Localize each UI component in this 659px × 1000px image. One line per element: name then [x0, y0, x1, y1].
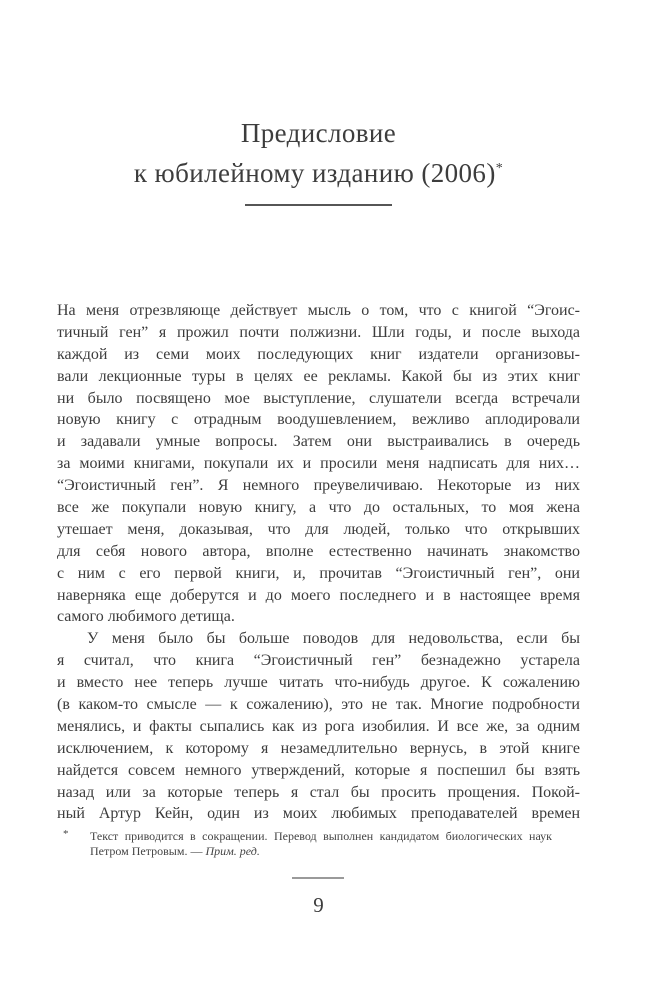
footnote-marker: * — [63, 828, 69, 840]
chapter-title-line-1: Предисловие — [240, 118, 397, 148]
footnote — [63, 829, 553, 859]
text-line: и задавали умные вопросы. Затем они выстраивались в очередь — [57, 433, 580, 451]
text-line: каждой из семи моих последующих книг издатели организовы- — [57, 345, 580, 363]
text-line: вали лекционные туры в целях ее рекламы. Какой бы из этих книг — [57, 367, 580, 385]
body-text — [57, 300, 580, 825]
text-line: новую книгу с отрадным воодушевлением, вежливо аплодировали — [57, 411, 580, 429]
text-line: для себя нового автора, вполне естественно начинать знакомство — [57, 542, 580, 560]
text-line: На меня отрезвляюще действует мысль о том, что с книгой “Эгоис- — [57, 302, 580, 319]
text-line: (в каком-то смысле — к сожалению), это не так. Многие подробности — [57, 696, 580, 714]
text-line: тичный ген” я прожил почти полжизни. Шли годы, и после выхода — [57, 323, 580, 341]
paragraph-1 — [57, 300, 580, 628]
text-line: исключением, к которому я незамедлительно вернусь, в этой книге — [57, 739, 580, 757]
paragraph-2 — [57, 628, 580, 825]
chapter-title — [57, 113, 580, 206]
footnote-line-2-italic: Прим. ред. — [205, 844, 260, 858]
footnote-text — [90, 829, 552, 859]
title-divider — [245, 204, 392, 206]
text-line: ный Артур Кейн, один из моих любимых преподавателей времен — [57, 805, 580, 823]
text-line: У меня было бы больше поводов для недовольства, если бы — [87, 630, 580, 648]
text-line: назад или за которые теперь я стал бы просить прощения. Покой- — [57, 783, 580, 801]
text-line: “Эгоистичный ген”. Я немного преувеличиваю. Некоторые из них — [57, 477, 580, 495]
text-line: менялись, и факты сыпались как из рога изобилия. И все же, за одним — [57, 717, 580, 735]
text-line: все же покупали новую книгу, а что до остальных, то моя жена — [57, 499, 580, 517]
page-number: 9 — [313, 893, 324, 917]
page-number-divider — [292, 877, 344, 879]
footnote-line-1: Текст приводится в сокращении. Перевод выполнен кандидатом биологических наук — [90, 829, 552, 843]
text-line: и вместо нее теперь лучше читать что-нибудь другое. К сожалению — [57, 674, 580, 692]
footnote-line-2 — [90, 844, 552, 859]
footnote-line-2-regular: Петром Петровым. — — [90, 844, 206, 858]
title-footnote-marker: * — [495, 161, 504, 176]
text-line: с ним с его первой книги, и, прочитав “Эгоистичный ген”, они — [57, 564, 580, 582]
chapter-title-line-2 — [57, 153, 580, 193]
text-line: самого любимого детища. — [57, 608, 235, 626]
text-line: ни было посвящено мое выступление, слушатели всегда встречали — [57, 389, 580, 407]
text-line: за моими книгами, покупали их и просили меня надписать для них… — [57, 455, 580, 473]
text-line: найдется совсем немного утверждений, которые я поспешил бы взять — [57, 761, 580, 779]
chapter-title-line-2-text: к юбилейному изданию (2006) — [133, 158, 496, 188]
text-line: наверняка еще доберутся и до моего последнего и в настоящее время — [57, 586, 580, 604]
text-line: утешает меня, доказывая, что для людей, только что открывших — [57, 520, 580, 538]
text-line: я считал, что книга “Эгоистичный ген” безнадежно устарела — [57, 652, 580, 670]
